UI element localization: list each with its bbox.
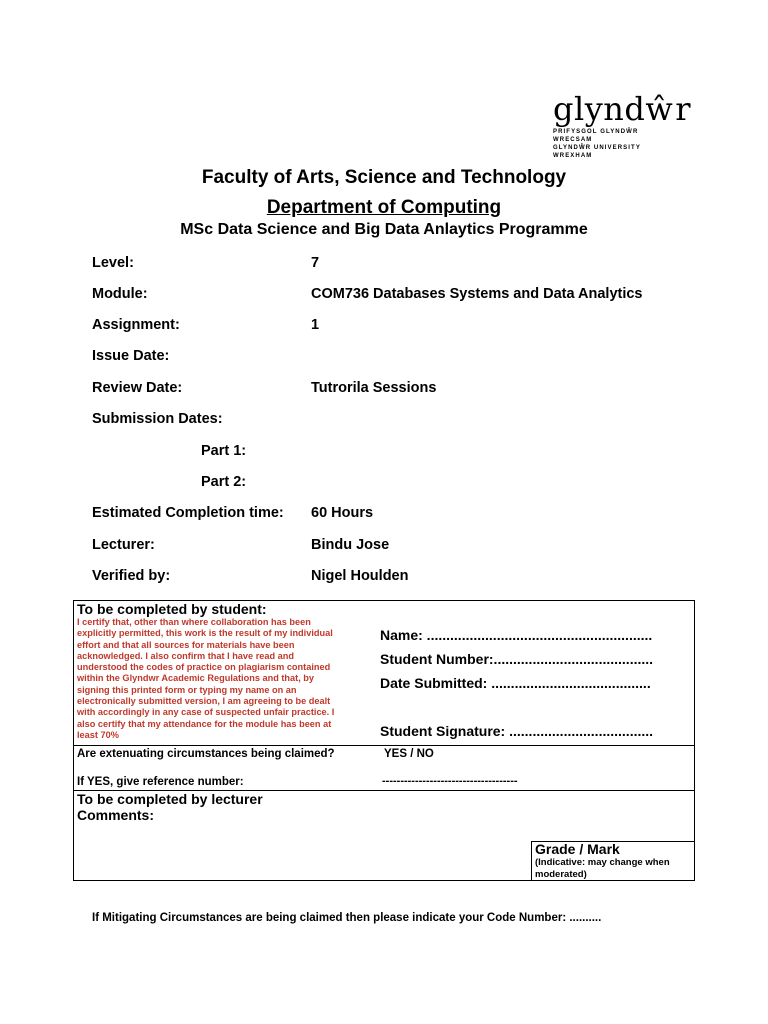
declaration-line: electronically submitted version, I am agreeing to be dealt — [77, 696, 331, 707]
module-value: COM736 Databases Systems and Data Analytics — [311, 286, 643, 302]
department-title: Department of Computing — [266, 197, 502, 218]
level-value: 7 — [311, 255, 320, 271]
declaration-line: within the Glyndwr Academic Regulations and that, by — [77, 673, 315, 684]
declaration-line: understood the codes of practice on plagiarism contained — [77, 662, 331, 673]
lecturer-value: Bindu Jose — [311, 537, 390, 553]
declaration-line: I certify that, other than where collaboration has been — [77, 617, 311, 627]
student-section-heading: To be completed by student: — [77, 601, 267, 617]
student-number-field[interactable]: Student Number:......................................... — [380, 651, 654, 667]
completion-time-label: Estimated Completion time: — [92, 505, 284, 521]
mitigating-circumstances-note: If Mitigating Circumstances are being claimed then please indicate your Code Number: .......... — [92, 912, 602, 924]
level-label: Level: — [92, 255, 134, 271]
university-logo — [553, 90, 692, 160]
lecturer-label: Lecturer: — [92, 537, 155, 553]
name-field[interactable]: Name: .......................................................... — [380, 627, 653, 643]
programme-title: MSc Data Science and Big Data Anlaytics Programme — [180, 221, 588, 238]
module-label: Module: — [92, 286, 148, 302]
part2-label: Part 2: — [201, 474, 247, 490]
extenuating-answer[interactable]: YES / NO — [384, 748, 434, 760]
declaration-text — [77, 617, 369, 741]
verified-by-value: Nigel Houlden — [311, 568, 409, 584]
declaration-line: also certify that my attendance for the module has been at — [77, 718, 332, 729]
grade-box-border — [531, 841, 532, 881]
date-submitted-field[interactable]: Date Submitted: ......................................... — [380, 675, 651, 691]
declaration-line: acknowledged. I also confirm that I have read and — [77, 650, 294, 661]
grade-note-line: (Indicative: may change when — [535, 857, 670, 868]
reference-number-field[interactable]: ------------------------------------- — [382, 775, 518, 787]
extenuating-question: Are extenuating circumstances being claimed? — [77, 748, 335, 760]
logo-wordmark: glyndŵr — [553, 90, 692, 128]
declaration-line: signing this printed form or typing my name on an — [77, 684, 297, 695]
declaration-line: with accordingly in any case of suspected unfair practice. I — [77, 707, 335, 718]
verified-by-label: Verified by: — [92, 568, 171, 584]
issue-date-label: Issue Date: — [92, 348, 170, 364]
review-date-value: Tutrorila Sessions — [311, 380, 437, 396]
declaration-line: effort and that all sources for materials have been — [77, 639, 295, 650]
lecturer-section-heading: To be completed by lecturer — [77, 791, 263, 807]
comments-label: Comments: — [77, 807, 155, 823]
assignment-value: 1 — [311, 317, 320, 333]
completion-time-value: 60 Hours — [311, 505, 374, 521]
part1-label: Part 1: — [201, 443, 247, 459]
declaration-line: explicitly permitted, this work is the result of my individual — [77, 628, 333, 639]
grade-note — [535, 857, 670, 881]
submission-dates-label: Submission Dates: — [92, 411, 223, 427]
declaration-line: least 70% — [77, 729, 119, 740]
divider — [73, 745, 695, 746]
grade-note-line: moderated) — [535, 869, 587, 880]
reference-number-label: If YES, give reference number: — [77, 776, 244, 788]
logo-subtitle-1: PRIFYSGOL GLYNDŴR WRECSAM — [553, 129, 639, 143]
logo-subtitle-2: GLYNDŴR UNIVERSITY WREXHAM — [553, 145, 641, 159]
faculty-title: Faculty of Arts, Science and Technology — [201, 167, 567, 188]
grade-label: Grade / Mark — [535, 841, 620, 857]
assignment-label: Assignment: — [92, 317, 180, 333]
student-signature-field[interactable]: Student Signature: ..................................... — [380, 723, 654, 739]
review-date-label: Review Date: — [92, 380, 183, 396]
